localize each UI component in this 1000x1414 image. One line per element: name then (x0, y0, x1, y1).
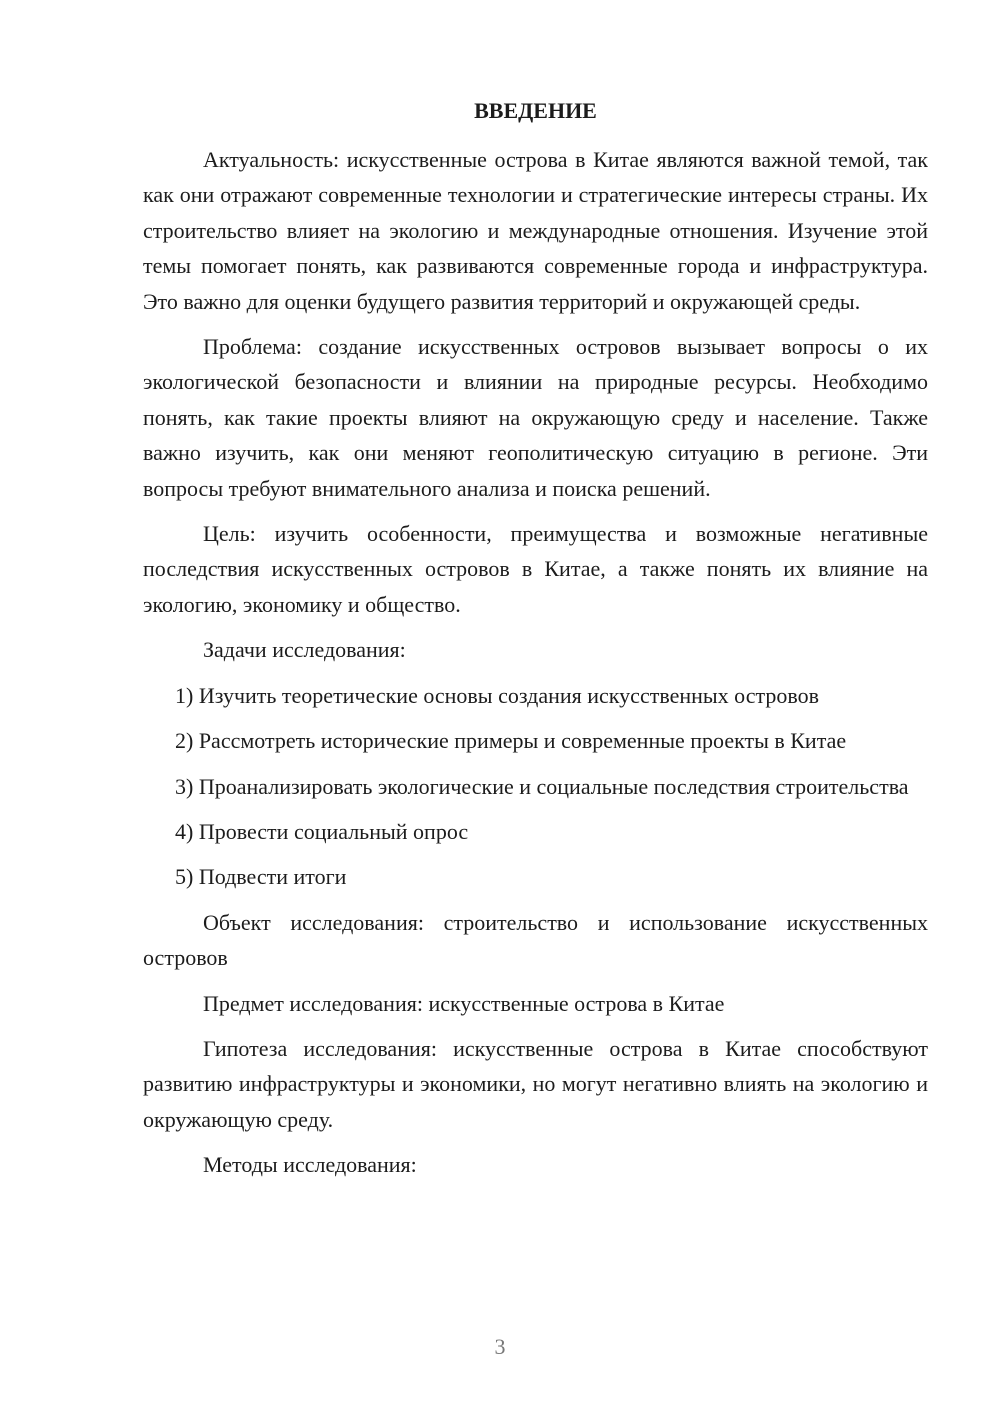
task-item: 1) Изучить теоретические основы создания искусственных островов (175, 682, 819, 708)
task-item: 3) Проанализировать экологические и социальные последствия строительства (175, 773, 909, 799)
subject-paragraph: Предмет исследования: искусственные острова в Китае (203, 990, 725, 1016)
relevance-paragraph: Актуальность: искусственные острова в Китае являются важной темой, так как они отражают современные технологии и стратегические интересы страны. Их строительство влияет на экологию и международные отношения. Изучение этой темы помогает понять, как развиваются современные города и инфраструктура. Это важно для оценки будущего развития территорий и окружающей среды. (143, 147, 928, 314)
document-body (143, 142, 928, 1193)
methods-title: Методы исследования: (203, 1152, 417, 1178)
page-number: 3 (494, 1334, 506, 1359)
object-paragraph: Объект исследования: строительство и использование искусственных островов (143, 909, 928, 971)
problem-paragraph: Проблема: создание искусственных островов вызывает вопросы о их экологической безопасности и влиянии на природные ресурсы. Необходимо понять, как такие проекты влияют на окружающую среду и население. Также важно изучить, как они меняют геополитическую ситуацию в регионе. Эти вопросы требуют внимательного анализа и поиска решений. (143, 334, 928, 501)
hypothesis-paragraph: Гипотеза исследования: искусственные острова в Китае способствуют развитию инфраструктуры и экономики, но могут негативно влиять на экологию и окружающую среду. (143, 1035, 928, 1132)
task-item: 4) Провести социальный опрос (175, 818, 469, 844)
goal-paragraph: Цель: изучить особенности, преимущества и возможные негативные последствия искусственных островов в Китае, а также понять их влияние на экологию, экономику и общество. (143, 521, 928, 617)
tasks-title: Задачи исследования: (203, 637, 406, 663)
task-item: 5) Подвести итоги (175, 864, 347, 890)
task-item: 2) Рассмотреть исторические примеры и современные проекты в Китае (175, 728, 847, 754)
page-heading: ВВЕДЕНИЕ (474, 98, 597, 123)
